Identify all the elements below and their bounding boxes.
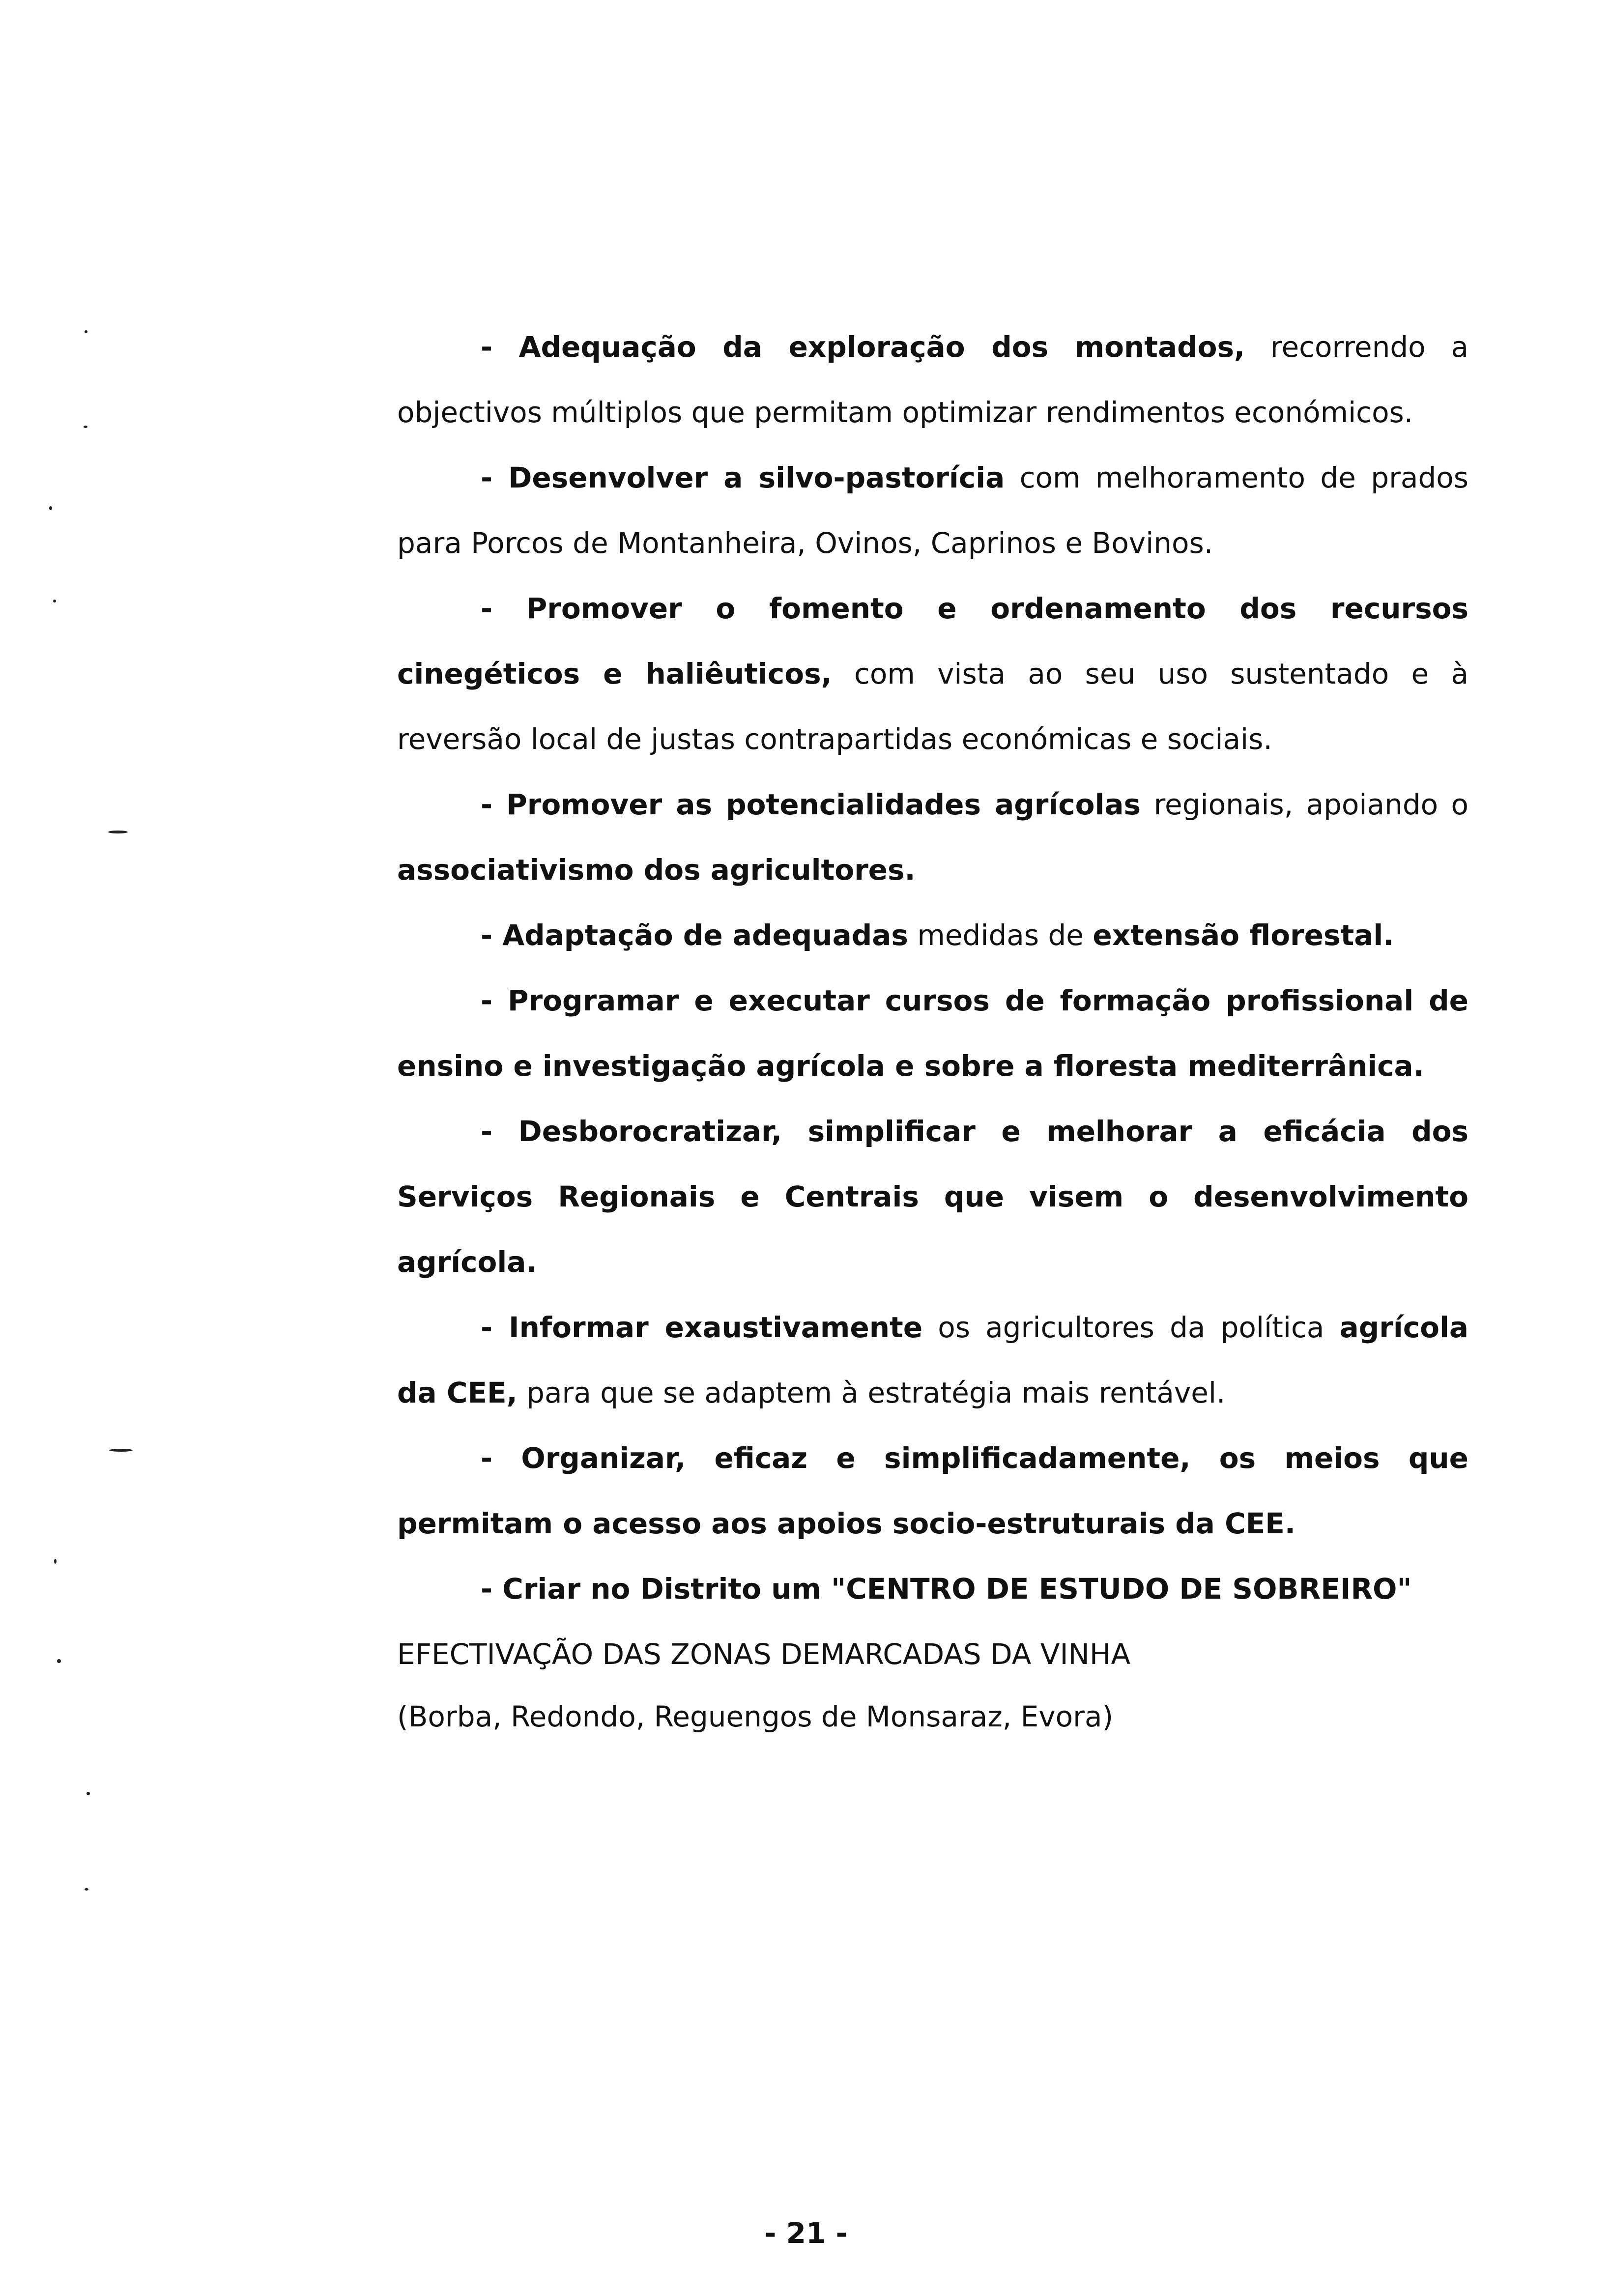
item-text: com vista ao seu uso sustentado e à reversão local de justas contrapartidas económicas e sociais. bbox=[397, 657, 1468, 756]
scan-speck bbox=[57, 1659, 61, 1663]
page-number: - 21 - bbox=[764, 2216, 848, 2250]
item-emphasis-2: extensão florestal. bbox=[1093, 918, 1394, 952]
item-emphasis: - Informar exaustivamente bbox=[481, 1311, 923, 1344]
scan-speck bbox=[85, 330, 87, 333]
item-emphasis: - Criar no Distrito um "CENTRO DE ESTUDO DE SOBREIRO" bbox=[481, 1572, 1412, 1606]
list-item bbox=[397, 968, 1468, 1099]
item-text: regionais, apoiando o bbox=[1141, 788, 1468, 821]
list-item bbox=[397, 576, 1468, 772]
scan-speck bbox=[108, 831, 128, 833]
item-emphasis: - Promover o fomento e ordenamento dos recursos cinegéticos e haliêuticos, bbox=[397, 592, 1468, 690]
section-subheading: (Borba, Redondo, Reguengos de Monsaraz, Evora) bbox=[397, 1700, 1114, 1733]
document-body bbox=[397, 315, 1468, 1746]
list-item bbox=[397, 903, 1468, 968]
scan-speck bbox=[85, 1888, 88, 1891]
item-emphasis: - Desenvolver a silvo-pastorícia bbox=[481, 461, 1005, 494]
item-emphasis: - Organizar, eficaz e simplificadamente, os meios que permitam o acesso aos apoios socio-estruturais da CEE. bbox=[397, 1441, 1468, 1540]
scan-speck bbox=[84, 426, 87, 428]
scan-speck bbox=[49, 506, 52, 510]
scan-speck bbox=[109, 1449, 133, 1452]
list-item bbox=[397, 1556, 1468, 1622]
list-item bbox=[397, 1099, 1468, 1295]
scan-speck bbox=[54, 1559, 57, 1564]
item-emphasis-2: associativismo dos agricultores. bbox=[397, 853, 916, 887]
item-text-2: para que se adaptem à estratégia mais rentável. bbox=[517, 1376, 1226, 1409]
list-item bbox=[397, 1295, 1468, 1426]
scan-speck bbox=[53, 600, 56, 603]
item-emphasis: - Desborocratizar, simplificar e melhorar a eficácia dos Serviços Regionais e Centrais que visem o desenvolvimento agrícola. bbox=[397, 1115, 1468, 1279]
item-text: recorrendo a objectivos múltiplos que permitam optimizar rendimentos económicos. bbox=[397, 330, 1469, 429]
item-emphasis: - Adequação da exploração dos montados, bbox=[481, 330, 1245, 364]
list-item bbox=[397, 1426, 1468, 1556]
item-emphasis: - Promover as potencialidades agrícolas bbox=[481, 788, 1141, 821]
item-text: medidas de bbox=[908, 918, 1093, 952]
scan-speck bbox=[86, 1792, 90, 1795]
item-text: os agricultores da política bbox=[922, 1311, 1340, 1344]
list-item bbox=[397, 315, 1468, 445]
list-item bbox=[397, 445, 1468, 576]
item-text: com melhoramento de prados para Porcos de Montanheira, Ovinos, Caprinos e Bovinos. bbox=[397, 461, 1468, 560]
section-heading: EFECTIVAÇÃO DAS ZONAS DEMARCADAS DA VINHA bbox=[397, 1637, 1131, 1671]
item-emphasis: - Adaptação de adequadas bbox=[481, 918, 908, 952]
list-item bbox=[397, 772, 1468, 903]
item-emphasis-2: agrícola da CEE, bbox=[397, 1311, 1468, 1409]
item-emphasis: - Programar e executar cursos de formação profissional de ensino e investigação agrícola e sobre a floresta mediterrânica. bbox=[397, 984, 1468, 1083]
